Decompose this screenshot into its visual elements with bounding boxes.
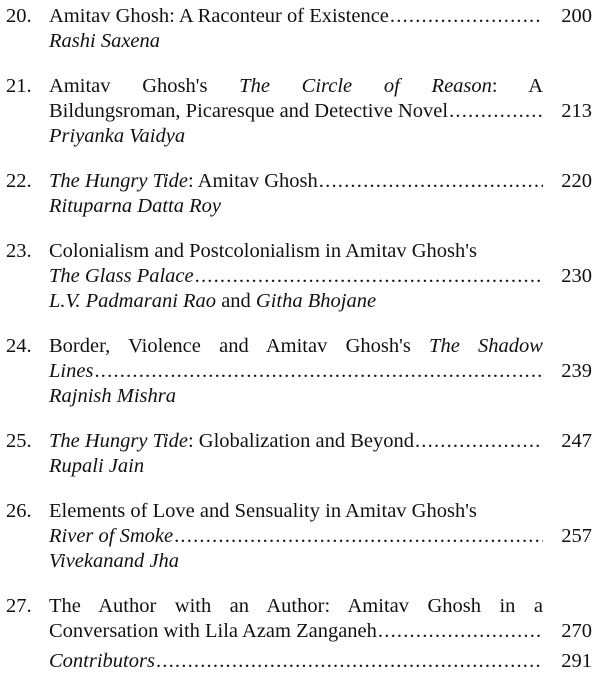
- title-text: Amitav Ghosh's: [49, 75, 240, 97]
- page-number: 230: [561, 265, 592, 287]
- entry-body: [49, 4, 543, 54]
- entry-number: 24.: [6, 335, 32, 357]
- title-italic: The Shadow: [429, 335, 543, 357]
- entry-title: Bildungsroman, Picaresque and Detective Novel: [49, 100, 449, 122]
- page-number: 291: [561, 650, 592, 672]
- entry-number: 26.: [6, 500, 32, 522]
- entry-title: Amitav Ghosh: A Raconteur of Existence: [49, 5, 389, 27]
- entry-body: [49, 74, 543, 149]
- entry-body: [49, 239, 543, 314]
- dot-leader: [415, 429, 543, 454]
- entry-title-line: [49, 4, 543, 29]
- entry-author: Rituparna Datta Roy: [49, 195, 221, 217]
- entry-title: Conversation with Lila Azam Zanganeh: [49, 620, 377, 642]
- entry-title-line: [49, 169, 543, 194]
- entry-title: River of Smoke: [49, 525, 174, 547]
- entry-body: [49, 649, 543, 674]
- entry-number: 25.: [6, 430, 32, 452]
- entry-title: Contributors: [49, 650, 155, 672]
- dot-leader: [94, 359, 543, 384]
- entry-number: 23.: [6, 240, 32, 262]
- entry-title-line: [49, 429, 543, 454]
- page-number: 239: [561, 360, 592, 382]
- title-text: : Globalization and Beyond: [187, 430, 414, 452]
- entry-author: Rupali Jain: [49, 455, 145, 477]
- entry-body: [49, 334, 543, 409]
- page-number: 247: [561, 430, 592, 452]
- entry-title: Lines: [49, 360, 94, 382]
- title-text: : A: [491, 75, 544, 97]
- entry-title-line: [49, 99, 543, 124]
- entry-number: 20.: [6, 5, 32, 27]
- entry-title: The Glass Palace: [49, 265, 194, 287]
- entry-number: 22.: [6, 170, 32, 192]
- page-number: 200: [561, 5, 592, 27]
- dot-leader: [156, 649, 543, 674]
- entry-body: [49, 429, 543, 479]
- dot-leader: [319, 169, 543, 194]
- title-italic: The Circle of Reason: [239, 75, 492, 97]
- entry-author: Vivekanand Jha: [49, 550, 179, 572]
- title-italic: The Hungry Tide: [49, 430, 188, 452]
- author-name: Githa Bhojane: [255, 290, 377, 312]
- dot-leader: [390, 4, 543, 29]
- entry-number: 21.: [6, 75, 32, 97]
- entry-author: Rashi Saxena: [49, 30, 161, 52]
- entry-title-line: Elements of Love and Sensuality in Amitav Ghosh's: [49, 500, 477, 522]
- entry-title-line: [49, 334, 543, 359]
- entry-body: [49, 169, 543, 219]
- page-number: 213: [561, 100, 592, 122]
- entry-body: [49, 594, 543, 644]
- author-join: and: [216, 290, 256, 312]
- entry-author: Priyanka Vaidya: [49, 125, 186, 147]
- title-text: Border, Violence and Amitav Ghosh's: [49, 335, 430, 357]
- entry-title-line: [49, 619, 543, 644]
- entry-title-line: Colonialism and Postcolonialism in Amitav Ghosh's: [49, 240, 477, 262]
- dot-leader: [378, 619, 543, 644]
- entry-title-line: [49, 264, 543, 289]
- entry-author: Rajnish Mishra: [49, 385, 176, 407]
- title-italic: The Hungry Tide: [49, 170, 188, 192]
- entry-author: [49, 289, 543, 314]
- entry-title: [49, 169, 318, 194]
- entry-title: [49, 429, 414, 454]
- entry-title-line: [49, 359, 543, 384]
- entry-title-line: The Author with an Author: Amitav Ghosh in a: [49, 595, 543, 617]
- author-name: L.V. Padmarani Rao: [49, 290, 217, 312]
- dot-leader: [195, 264, 543, 289]
- entry-title-line: [49, 649, 543, 674]
- title-text: : Amitav Ghosh: [187, 170, 318, 192]
- page-number: 257: [561, 525, 592, 547]
- dot-leader: [449, 99, 543, 124]
- dot-leader: [174, 524, 543, 549]
- entry-number: 27.: [6, 595, 32, 617]
- entry-title-line: [49, 524, 543, 549]
- page-number: 270: [561, 620, 592, 642]
- page-number: 220: [561, 170, 592, 192]
- entry-title-line: [49, 74, 543, 99]
- entry-body: [49, 499, 543, 574]
